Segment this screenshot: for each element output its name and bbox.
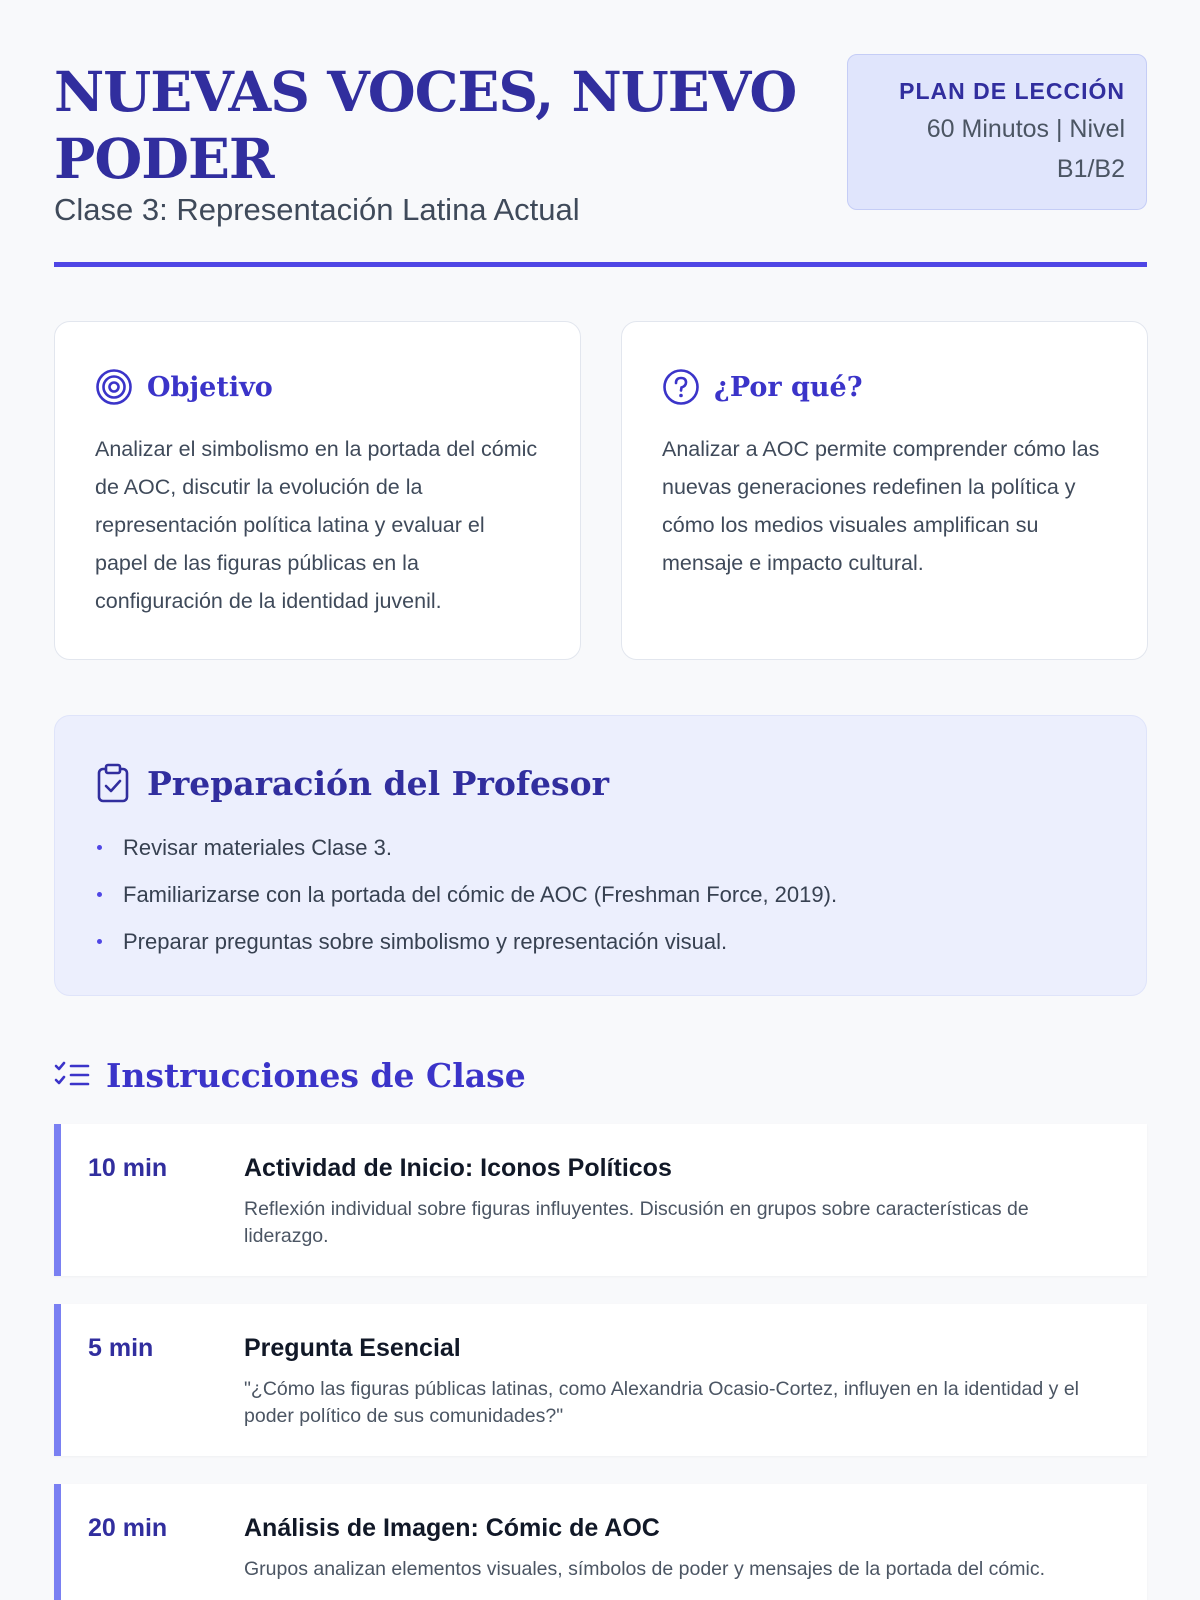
step-duration: 10 min — [88, 1154, 168, 1182]
objective-header — [95, 364, 540, 410]
list-item-text: Familiarizarse con la portada del cómic de AOC (Freshman Force, 2019). — [123, 882, 838, 907]
list-item-text: Preparar preguntas sobre simbolismo y representación visual. — [123, 929, 728, 954]
list-item — [95, 871, 1106, 918]
lesson-plan-page — [54, 0, 1147, 1600]
step-duration: 5 min — [88, 1334, 154, 1362]
objective-title: Objetivo — [147, 371, 273, 403]
badge-meta: 60 Minutos | Nivel B1/B2 — [926, 115, 1125, 183]
list-checks-icon — [54, 1059, 90, 1091]
step-title: Pregunta Esencial — [244, 1334, 461, 1362]
page-title: NUEVAS VOCES, NUEVO PODER — [54, 59, 797, 191]
objective-text: Analizar el simbolismo en la portada del cómic de AOC, discutir la evolución de la representación política latina y evaluar el papel de las figuras públicas en la configuración de la identidad juvenil. — [95, 437, 538, 613]
step-duration: 20 min — [88, 1514, 168, 1542]
bullet-icon — [97, 939, 102, 944]
list-item — [95, 824, 1106, 871]
why-card — [621, 321, 1148, 660]
step-description: Reflexión individual sobre figuras influyentes. Discusión en grupos sobre características de liderazgo. — [244, 1198, 1029, 1247]
instructions-title: Instrucciones de Clase — [106, 1055, 526, 1095]
header-divider — [54, 262, 1147, 267]
list-item-text: Revisar materiales Clase 3. — [123, 835, 392, 860]
bullet-icon — [97, 892, 102, 897]
lesson-badge — [847, 54, 1147, 210]
page-subtitle: Clase 3: Representación Latina Actual — [54, 192, 580, 227]
step-description: "¿Cómo las figuras públicas latinas, como Alexandria Ocasio-Cortez, influyen en la identidad y el poder político de sus comunidades?" — [244, 1378, 1080, 1427]
clipboard-check-icon — [95, 763, 131, 803]
why-title: ¿Por qué? — [714, 371, 863, 403]
list-item — [95, 918, 1106, 965]
teacher-prep-list — [95, 824, 1106, 965]
step-title: Actividad de Inicio: Iconos Políticos — [244, 1154, 672, 1182]
timeline-step — [54, 1304, 1147, 1456]
teacher-prep-title: Preparación del Profesor — [147, 763, 610, 803]
step-title: Análisis de Imagen: Cómic de AOC — [244, 1514, 660, 1542]
target-icon — [95, 368, 133, 406]
teacher-prep-panel — [54, 715, 1147, 996]
why-header — [662, 364, 1107, 410]
timeline-step — [54, 1484, 1147, 1600]
why-text: Analizar a AOC permite comprender cómo las nuevas generaciones redefinen la política y cómo los medios visuales amplifican su mensaje e impacto cultural. — [662, 437, 1100, 575]
help-circle-icon — [662, 368, 700, 406]
bullet-icon — [97, 845, 102, 850]
badge-label: PLAN DE LECCIÓN — [899, 78, 1125, 104]
objective-card — [54, 321, 581, 660]
timeline-step — [54, 1124, 1147, 1276]
instructions-header — [54, 1050, 526, 1100]
step-description: Grupos analizan elementos visuales, símbolos de poder y mensajes de la portada del cómic. — [244, 1558, 1046, 1580]
teacher-prep-header — [95, 758, 1106, 808]
header — [54, 54, 1147, 266]
